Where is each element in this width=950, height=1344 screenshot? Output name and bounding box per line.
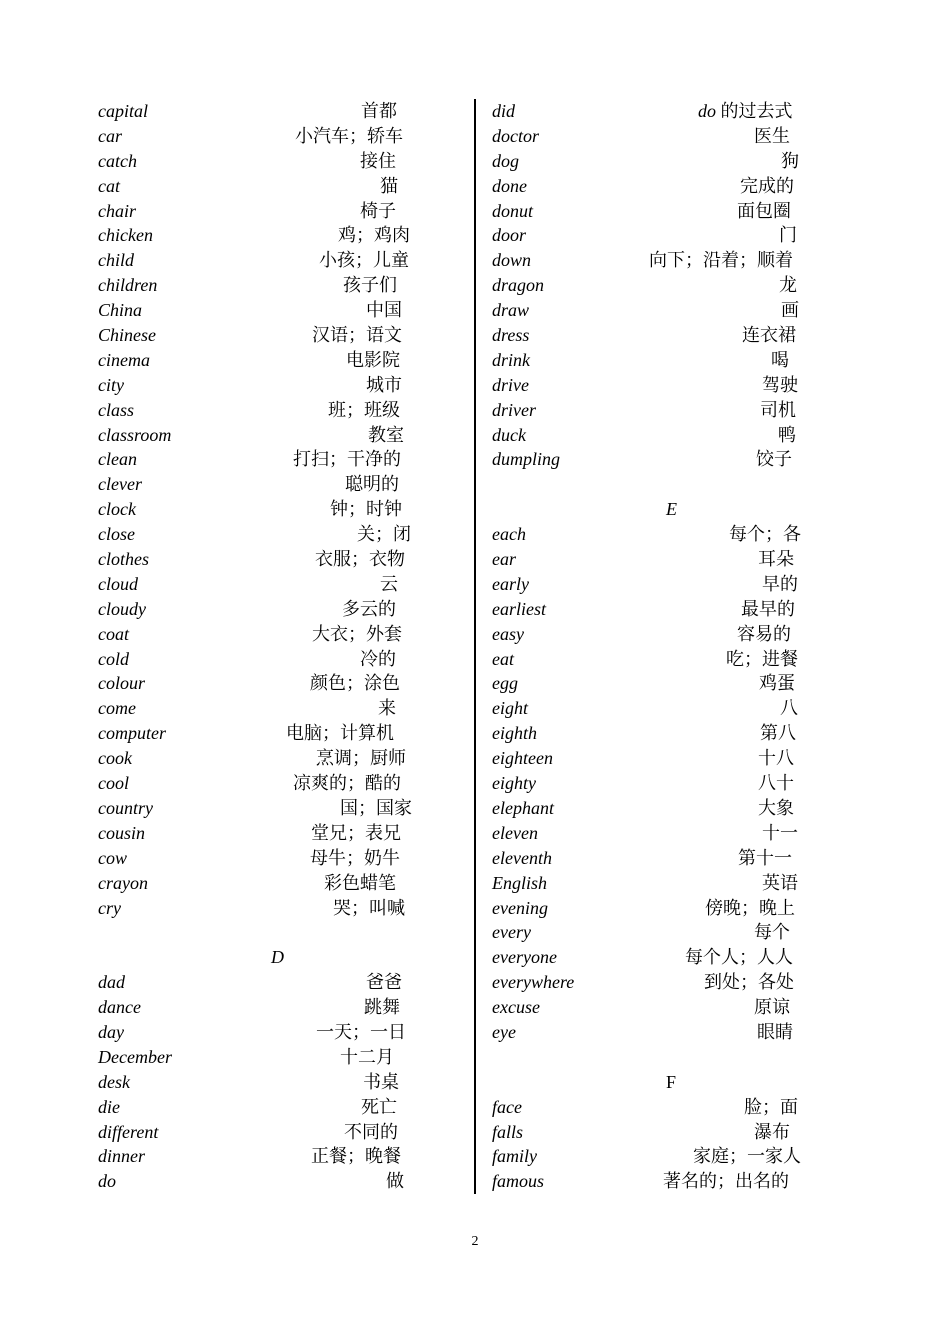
vocabulary-entry — [492, 647, 822, 672]
english-word: city — [98, 374, 124, 395]
vocabulary-entry — [98, 597, 428, 622]
english-word: catch — [98, 150, 137, 171]
english-word: cinema — [98, 349, 150, 370]
chinese-definition: 完成的 — [740, 175, 794, 196]
english-word: done — [492, 175, 527, 196]
english-word: computer — [98, 723, 166, 744]
vocabulary-entry — [98, 647, 428, 672]
vocabulary-entry — [98, 896, 428, 921]
english-word: famous — [492, 1171, 545, 1192]
english-word: different — [98, 1121, 159, 1142]
english-word: face — [492, 1096, 522, 1117]
chinese-definition: 小孩；儿童 — [319, 250, 409, 271]
vocabulary-entry — [98, 174, 428, 199]
chinese-definition: 每个人；人人 — [685, 947, 793, 968]
chinese-definition: 十八 — [758, 748, 794, 769]
vocabulary-entry — [98, 796, 428, 821]
english-word: China — [98, 300, 143, 321]
vocabulary-entry — [98, 323, 428, 348]
english-word: dance — [98, 997, 141, 1018]
vocabulary-entry — [98, 1169, 428, 1194]
vocabulary-entry — [98, 622, 428, 647]
chinese-definition: 烹调；厨师 — [316, 748, 406, 769]
english-word: dinner — [98, 1146, 145, 1167]
chinese-definition: 十二月 — [340, 1046, 394, 1067]
english-word: dad — [98, 972, 125, 993]
vocabulary-entry — [492, 945, 822, 970]
chinese-definition: 接住 — [360, 150, 396, 171]
vocabulary-entry — [98, 671, 428, 696]
english-word: cook — [98, 748, 132, 769]
chinese-definition: 冷的 — [360, 648, 396, 669]
english-word: donut — [492, 200, 534, 221]
chinese-definition: 彩色蜡笔 — [324, 872, 396, 893]
vocabulary-entry — [492, 721, 822, 746]
chinese-definition: 电影院 — [346, 349, 400, 370]
vocabulary-entry — [98, 447, 428, 472]
vocabulary-entry — [98, 522, 428, 547]
chinese-definition: 每个 — [754, 922, 790, 943]
english-word: crayon — [98, 872, 148, 893]
english-word: did — [492, 101, 516, 121]
english-word: eye — [492, 1021, 516, 1042]
chinese-definition: 向下；沿着；顺着 — [649, 250, 793, 271]
chinese-definition: 钟；时钟 — [330, 499, 402, 520]
definition-italic-word: do — [698, 101, 716, 121]
vocabulary-entry — [98, 124, 428, 149]
english-word: dragon — [492, 275, 545, 296]
vocabulary-entry — [98, 1070, 428, 1095]
chinese-definition: 云 — [380, 573, 398, 594]
definition-text: 的过去式 — [716, 101, 793, 121]
english-word: everywhere — [492, 972, 575, 993]
chinese-definition: 孩子们 — [343, 275, 397, 296]
chinese-definition: 著名的；出名的 — [663, 1171, 789, 1192]
english-word: class — [98, 399, 134, 420]
vocabulary-entry — [492, 896, 822, 921]
chinese-definition: 鸡；鸡肉 — [338, 225, 410, 246]
vocabulary-entry — [492, 174, 822, 199]
chinese-definition: 哭；叫喊 — [333, 897, 405, 918]
english-word: coat — [98, 623, 129, 644]
vocabulary-entry — [492, 622, 822, 647]
vocabulary-entry — [492, 871, 822, 896]
vocabulary-entry — [98, 298, 428, 323]
english-word: child — [98, 250, 134, 271]
english-word: door — [492, 225, 527, 246]
chinese-definition: 聪明的 — [345, 474, 399, 495]
chinese-definition: 每个；各 — [729, 524, 801, 545]
vocabulary-entry — [492, 696, 822, 721]
chinese-definition: 爸爸 — [366, 972, 402, 993]
english-word: cold — [98, 648, 129, 669]
chinese-definition: 原谅 — [754, 997, 790, 1018]
vocabulary-entry — [98, 871, 428, 896]
section-letter-heading — [98, 945, 428, 970]
chinese-definition: 第八 — [760, 723, 796, 744]
chinese-definition: 饺子 — [756, 449, 792, 470]
chinese-definition: 早的 — [762, 573, 798, 594]
vocabulary-entry — [492, 348, 822, 373]
english-word: duck — [492, 424, 526, 445]
chinese-definition: 门 — [779, 225, 797, 246]
chinese-definition: 死亡 — [361, 1096, 397, 1117]
chinese-definition: 不同的 — [344, 1121, 398, 1142]
english-word: die — [98, 1096, 120, 1117]
section-letter: D — [271, 947, 284, 968]
chinese-definition: 吃；进餐 — [726, 648, 798, 669]
chinese-definition: 一天；一日 — [316, 1021, 406, 1042]
english-word: chair — [98, 200, 136, 221]
english-word: eighteen — [492, 748, 553, 769]
english-word: cry — [98, 897, 121, 918]
chinese-definition: 英语 — [762, 872, 798, 893]
english-word: cloud — [98, 573, 138, 594]
english-word: cool — [98, 773, 129, 794]
vocabulary-entry — [492, 124, 822, 149]
vocabulary-entry — [98, 373, 428, 398]
english-word: dog — [492, 150, 519, 171]
english-word: cow — [98, 847, 127, 868]
vocabulary-entry — [492, 447, 822, 472]
vocabulary-entry — [98, 497, 428, 522]
chinese-definition: 第十一 — [738, 847, 792, 868]
english-word: classroom — [98, 424, 172, 445]
chinese-definition: 鸡蛋 — [759, 673, 795, 694]
chinese-definition: 凉爽的；酷的 — [293, 773, 401, 794]
vocabulary-entry — [492, 223, 822, 248]
chinese-definition: 八 — [780, 698, 798, 719]
english-word: cloudy — [98, 598, 146, 619]
right-word-column — [492, 99, 822, 1194]
vocabulary-entry — [98, 99, 428, 124]
english-word: eighth — [492, 723, 537, 744]
chinese-definition: 颜色；涂色 — [310, 673, 400, 694]
chinese-definition: 堂兄；表兄 — [311, 822, 401, 843]
vocabulary-entry — [98, 995, 428, 1020]
chinese-definition: 鸭 — [778, 424, 796, 445]
chinese-definition: 耳朵 — [758, 549, 794, 570]
english-word: chicken — [98, 225, 153, 246]
vocabulary-entry — [98, 223, 428, 248]
vocabulary-entry — [492, 1169, 822, 1194]
chinese-definition: 司机 — [760, 399, 796, 420]
english-word: early — [492, 573, 529, 594]
chinese-definition: 十一 — [762, 822, 798, 843]
chinese-definition: 母牛；奶牛 — [310, 847, 400, 868]
english-word: children — [98, 275, 158, 296]
vocabulary-entry — [98, 696, 428, 721]
vocabulary-entry — [492, 572, 822, 597]
chinese-definition: 衣服；衣物 — [315, 549, 405, 570]
section-letter-heading — [492, 497, 822, 522]
vocabulary-entry — [98, 746, 428, 771]
english-word: eighty — [492, 773, 536, 794]
chinese-definition: 容易的 — [737, 623, 791, 644]
vocabulary-entry — [492, 1095, 822, 1120]
section-letter: E — [666, 499, 677, 520]
english-word: close — [98, 524, 135, 545]
chinese-definition: 面包圈 — [737, 200, 791, 221]
english-word: car — [98, 125, 122, 146]
english-word: clean — [98, 449, 137, 470]
blank-row — [492, 472, 822, 497]
english-word: come — [98, 698, 136, 719]
english-word: family — [492, 1146, 537, 1167]
english-word: draw — [492, 300, 530, 321]
vocabulary-entry — [98, 1020, 428, 1045]
english-word: everyone — [492, 947, 557, 968]
vocabulary-entry — [492, 920, 822, 945]
chinese-definition: 龙 — [779, 275, 797, 296]
chinese-definition: 喝 — [771, 349, 789, 370]
english-word: do — [98, 1171, 116, 1192]
vocabulary-entry — [492, 373, 822, 398]
chinese-definition: 最早的 — [741, 598, 795, 619]
english-word: every — [492, 922, 531, 943]
vocabulary-entry — [492, 1144, 822, 1169]
vocabulary-entry — [98, 771, 428, 796]
vocabulary-entry — [492, 149, 822, 174]
chinese-definition: 教室 — [368, 424, 404, 445]
vocabulary-entry — [98, 846, 428, 871]
vocabulary-entry — [98, 821, 428, 846]
english-word: each — [492, 524, 526, 545]
vocabulary-entry — [492, 821, 822, 846]
english-word: cousin — [98, 822, 145, 843]
vocabulary-entry — [98, 572, 428, 597]
vocabulary-entry — [492, 99, 822, 124]
english-word: Chinese — [98, 325, 156, 346]
chinese-definition: 多云的 — [342, 598, 396, 619]
chinese-definition: 狗 — [781, 150, 799, 171]
chinese-definition: 小汽车；轿车 — [295, 125, 403, 146]
vocabulary-entry — [492, 771, 822, 796]
english-word: ear — [492, 549, 516, 570]
vocabulary-entry — [492, 846, 822, 871]
chinese-definition — [698, 99, 793, 124]
vocabulary-entry — [492, 398, 822, 423]
chinese-definition: 连衣裙 — [742, 325, 796, 346]
english-word: elephant — [492, 797, 554, 818]
vocabulary-entry — [492, 1120, 822, 1145]
chinese-definition: 书桌 — [363, 1071, 399, 1092]
vocabulary-entry — [98, 1120, 428, 1145]
vocabulary-entry — [492, 298, 822, 323]
english-word: dumpling — [492, 449, 561, 470]
chinese-definition: 城市 — [366, 374, 402, 395]
vocabulary-entry — [98, 199, 428, 224]
vocabulary-entry — [98, 472, 428, 497]
vocabulary-entry — [492, 323, 822, 348]
english-word: December — [98, 1046, 172, 1067]
vocabulary-entry — [492, 522, 822, 547]
english-word: colour — [98, 673, 145, 694]
vocabulary-entry — [98, 248, 428, 273]
english-word: eleven — [492, 822, 538, 843]
vocabulary-entry — [492, 597, 822, 622]
chinese-definition: 医生 — [754, 125, 790, 146]
vocabulary-entry — [492, 199, 822, 224]
chinese-definition: 正餐；晚餐 — [311, 1146, 401, 1167]
chinese-definition: 关；闭 — [357, 524, 411, 545]
vocabulary-entry — [98, 273, 428, 298]
vocabulary-entry — [492, 796, 822, 821]
english-word: eat — [492, 648, 514, 669]
chinese-definition: 画 — [781, 300, 799, 321]
vocabulary-entry — [492, 273, 822, 298]
english-word: excuse — [492, 997, 540, 1018]
english-word: clothes — [98, 549, 149, 570]
english-word: doctor — [492, 125, 539, 146]
vocabulary-entry — [98, 149, 428, 174]
english-word: desk — [98, 1071, 130, 1092]
vocabulary-entry — [492, 547, 822, 572]
english-word: drink — [492, 349, 530, 370]
vocabulary-entry — [98, 423, 428, 448]
page-number: 2 — [471, 1234, 479, 1249]
english-word: clever — [98, 474, 142, 495]
english-word: falls — [492, 1121, 524, 1142]
vocabulary-entry — [98, 1144, 428, 1169]
english-word: eleventh — [492, 847, 552, 868]
chinese-definition: 脸；面 — [744, 1096, 798, 1117]
vocabulary-entry — [98, 1095, 428, 1120]
english-word: cat — [98, 175, 120, 196]
section-letter: F — [666, 1071, 677, 1092]
chinese-definition: 到处；各处 — [704, 972, 794, 993]
vocabulary-entry — [98, 547, 428, 572]
chinese-definition: 电脑；计算机 — [286, 723, 394, 744]
english-word: country — [98, 797, 153, 818]
english-word: dress — [492, 325, 530, 346]
chinese-definition: 打扫；干净的 — [293, 449, 401, 470]
column-divider — [474, 99, 476, 1194]
vocabulary-entry — [492, 970, 822, 995]
chinese-definition: 傍晚；晚上 — [705, 897, 795, 918]
english-word: English — [492, 872, 548, 893]
english-word: day — [98, 1021, 124, 1042]
vocabulary-entry — [492, 995, 822, 1020]
chinese-definition: 做 — [386, 1171, 404, 1192]
chinese-definition: 家庭；一家人 — [693, 1146, 801, 1167]
chinese-definition: 瀑布 — [754, 1121, 790, 1142]
vocabulary-entry — [492, 423, 822, 448]
english-word: easy — [492, 623, 524, 644]
vocabulary-entry — [492, 248, 822, 273]
chinese-definition: 八十 — [758, 773, 794, 794]
chinese-definition: 汉语；语文 — [312, 325, 402, 346]
chinese-definition: 猫 — [380, 175, 398, 196]
english-word: eight — [492, 698, 528, 719]
chinese-definition: 椅子 — [360, 200, 396, 221]
chinese-definition: 首都 — [361, 101, 397, 121]
vocabulary-entry — [98, 398, 428, 423]
english-word: earliest — [492, 598, 546, 619]
chinese-definition: 驾驶 — [762, 374, 798, 395]
vocabulary-entry — [98, 970, 428, 995]
blank-row — [492, 1045, 822, 1070]
vocabulary-entry — [492, 746, 822, 771]
vocabulary-entry — [98, 1045, 428, 1070]
english-word: driver — [492, 399, 536, 420]
chinese-definition: 眼睛 — [757, 1021, 793, 1042]
vocabulary-entry — [98, 348, 428, 373]
english-word: capital — [98, 101, 148, 121]
english-word: down — [492, 250, 532, 271]
vocabulary-entry — [492, 1020, 822, 1045]
chinese-definition: 国；国家 — [340, 797, 412, 818]
blank-row — [98, 920, 428, 945]
left-word-column — [98, 99, 428, 1194]
section-letter-heading — [492, 1070, 822, 1095]
chinese-definition: 跳舞 — [364, 997, 400, 1018]
chinese-definition: 来 — [378, 698, 396, 719]
english-word: drive — [492, 374, 529, 395]
vocabulary-entry — [492, 671, 822, 696]
chinese-definition: 班；班级 — [328, 399, 400, 420]
english-word: egg — [492, 673, 518, 694]
chinese-definition: 大象 — [758, 797, 794, 818]
chinese-definition: 大衣；外套 — [312, 623, 402, 644]
english-word: evening — [492, 897, 548, 918]
vocabulary-entry — [98, 721, 428, 746]
chinese-definition: 中国 — [366, 300, 402, 321]
english-word: clock — [98, 499, 136, 520]
